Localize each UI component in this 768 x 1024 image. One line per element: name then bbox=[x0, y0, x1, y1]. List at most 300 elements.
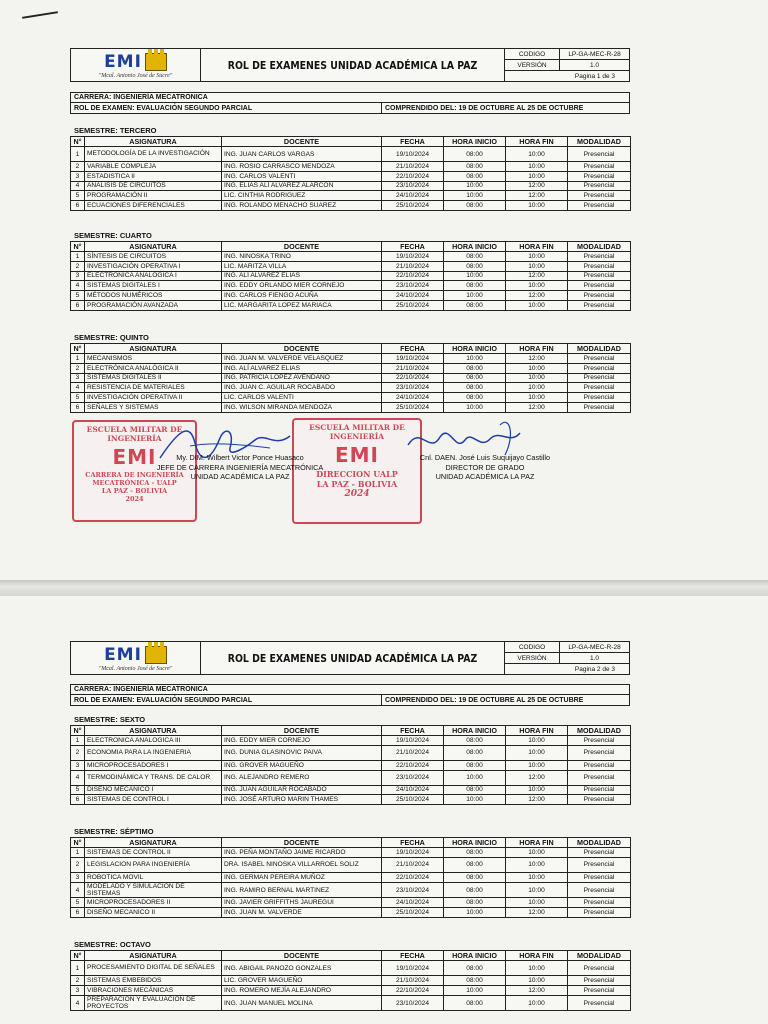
subject-cell: ESTADISTICA II bbox=[85, 171, 222, 181]
table-row bbox=[71, 300, 631, 310]
row-number: 6 bbox=[71, 908, 85, 918]
end-time-cell: 12:00 bbox=[506, 985, 568, 995]
column-header-n: N° bbox=[71, 726, 85, 736]
start-time-cell: 08:00 bbox=[444, 147, 506, 162]
modality-cell: Presencial bbox=[568, 770, 631, 785]
row-number: 5 bbox=[71, 393, 85, 403]
date-cell: 19/10/2024 bbox=[382, 736, 444, 746]
subject-cell: MICROPROCESADORES I bbox=[85, 760, 222, 770]
teacher-cell: ING. PATRICIA LOPEZ AVENDAÑO bbox=[222, 373, 382, 383]
row-number: 1 bbox=[71, 252, 85, 262]
modality-cell: Presencial bbox=[568, 261, 631, 271]
end-time-cell: 10:00 bbox=[506, 383, 568, 393]
subject-cell: INVESTIGACIÓN OPERATIVA II bbox=[85, 393, 222, 403]
code-label: CODIGO bbox=[505, 642, 560, 652]
modality-cell: Presencial bbox=[568, 181, 631, 191]
start-time-cell: 10:00 bbox=[444, 908, 506, 918]
end-time-cell: 10:00 bbox=[506, 857, 568, 872]
teacher-cell: ING. CARLOS FIENGO ACUÑA bbox=[222, 291, 382, 301]
end-time-cell: 10:00 bbox=[506, 300, 568, 310]
date-cell: 25/10/2024 bbox=[382, 908, 444, 918]
table-row bbox=[71, 354, 631, 364]
column-header-n: N° bbox=[71, 242, 85, 252]
teacher-cell: LIC. CARLOS VALENTI bbox=[222, 393, 382, 403]
date-cell: 25/10/2024 bbox=[382, 201, 444, 211]
modality-cell: Presencial bbox=[568, 785, 631, 795]
table-row bbox=[71, 373, 631, 383]
subject-cell: SÍNTESIS DE CIRCUITOS bbox=[85, 252, 222, 262]
modality-cell: Presencial bbox=[568, 872, 631, 882]
column-header-modalidad: MODALIDAD bbox=[568, 137, 631, 147]
logo-motto: "Mcal. Antonio José de Sucre" bbox=[98, 665, 173, 672]
start-time-cell: 08:00 bbox=[444, 976, 506, 986]
teacher-cell: ING. JUAN M. VALVERDE VELASQUEZ bbox=[222, 354, 382, 364]
table-row bbox=[71, 181, 631, 191]
column-header-modalidad: MODALIDAD bbox=[568, 344, 631, 354]
column-header-modalidad: MODALIDAD bbox=[568, 838, 631, 848]
row-number: 4 bbox=[71, 281, 85, 291]
modality-cell: Presencial bbox=[568, 363, 631, 373]
table-row bbox=[71, 402, 631, 412]
row-number: 4 bbox=[71, 770, 85, 785]
column-header-docente: DOCENTE bbox=[222, 137, 382, 147]
start-time-cell: 08:00 bbox=[444, 785, 506, 795]
date-cell: 23/10/2024 bbox=[382, 181, 444, 191]
table-header-row bbox=[71, 726, 631, 736]
stamp-title: ESCUELA MILITAR DE INGENIERÍA bbox=[86, 425, 183, 443]
end-time-cell: 10:00 bbox=[506, 736, 568, 746]
signer-director bbox=[385, 453, 585, 482]
stamp-line: LA PAZ - BOLIVIA bbox=[101, 487, 168, 495]
stamp-line: DIRECCION UALP bbox=[316, 469, 398, 479]
end-time-cell: 10:00 bbox=[506, 872, 568, 882]
teacher-cell: ING. JUAN MANUEL MOLINA bbox=[222, 995, 382, 1011]
start-time-cell: 08:00 bbox=[444, 171, 506, 181]
column-header-modalidad: MODALIDAD bbox=[568, 951, 631, 961]
table-header-row bbox=[71, 137, 631, 147]
end-time-cell: 12:00 bbox=[506, 908, 568, 918]
end-time-cell: 12:00 bbox=[506, 402, 568, 412]
code-label: CODIGO bbox=[505, 49, 560, 59]
teacher-cell: ING. ELIAS ALÍ ALVAREZ ALARCON bbox=[222, 181, 382, 191]
teacher-cell: ING. ROLANDO MENACHO SUAREZ bbox=[222, 201, 382, 211]
exam-table bbox=[70, 950, 631, 1011]
semester-title: SEMESTRE: TERCERO bbox=[74, 126, 157, 135]
teacher-cell: ING. CARLOS VALENTI bbox=[222, 171, 382, 181]
column-header-hora-fin: HORA FIN bbox=[506, 242, 568, 252]
teacher-cell: ING. ROSIO CARRASCO MENDOZA bbox=[222, 162, 382, 172]
table-row bbox=[71, 898, 631, 908]
table-row bbox=[71, 848, 631, 858]
modality-cell: Presencial bbox=[568, 300, 631, 310]
modality-cell: Presencial bbox=[568, 354, 631, 364]
modality-cell: Presencial bbox=[568, 291, 631, 301]
column-header-fecha: FECHA bbox=[382, 838, 444, 848]
table-header-row bbox=[71, 242, 631, 252]
teacher-cell: ING. EDDY ORLANDO MIER CORNEJO bbox=[222, 281, 382, 291]
table-row bbox=[71, 770, 631, 785]
table-row bbox=[71, 281, 631, 291]
teacher-cell: ING. ALÍ ALVAREZ ELIAS bbox=[222, 363, 382, 373]
row-number: 4 bbox=[71, 181, 85, 191]
date-cell: 25/10/2024 bbox=[382, 795, 444, 805]
subject-cell: ELECTRONICA ANALOGICA III bbox=[85, 736, 222, 746]
column-header-asignatura: ASIGNATURA bbox=[85, 242, 222, 252]
start-time-cell: 08:00 bbox=[444, 162, 506, 172]
exam-info bbox=[70, 92, 630, 114]
semester-tercero bbox=[70, 125, 630, 211]
signer-role: DIRECTOR DE GRADO bbox=[445, 462, 525, 472]
subject-cell: ECUACIONES DIFERENCIALES bbox=[85, 201, 222, 211]
document-meta bbox=[504, 642, 629, 674]
table-row bbox=[71, 976, 631, 986]
pen-mark bbox=[22, 11, 58, 19]
exam-table bbox=[70, 725, 631, 805]
teacher-cell: ING. NINOSKA TRINO bbox=[222, 252, 382, 262]
date-cell: 23/10/2024 bbox=[382, 770, 444, 785]
date-cell: 21/10/2024 bbox=[382, 261, 444, 271]
row-number: 6 bbox=[71, 300, 85, 310]
subject-cell: PROGRAMACIÓN II bbox=[85, 191, 222, 201]
date-cell: 22/10/2024 bbox=[382, 760, 444, 770]
semester-septimo bbox=[70, 826, 630, 918]
teacher-cell: ING. GERMAN PEREIRA MUÑOZ bbox=[222, 872, 382, 882]
semester-octavo bbox=[70, 939, 630, 1011]
start-time-cell: 10:00 bbox=[444, 402, 506, 412]
subject-cell: ROBOTICA MOVIL bbox=[85, 872, 222, 882]
modality-cell: Presencial bbox=[568, 402, 631, 412]
subject-cell: SISTEMAS DE CONTROL I bbox=[85, 795, 222, 805]
column-header-fecha: FECHA bbox=[382, 726, 444, 736]
signer-jefe-carrera bbox=[125, 453, 355, 482]
row-number: 3 bbox=[71, 171, 85, 181]
column-header-docente: DOCENTE bbox=[222, 344, 382, 354]
modality-cell: Presencial bbox=[568, 961, 631, 976]
column-header-docente: DOCENTE bbox=[222, 951, 382, 961]
start-time-cell: 10:00 bbox=[444, 191, 506, 201]
column-header-hora-fin: HORA FIN bbox=[506, 344, 568, 354]
code-value: LP-GA-MEC-R-28 bbox=[568, 50, 621, 58]
date-cell: 21/10/2024 bbox=[382, 857, 444, 872]
end-time-cell: 10:00 bbox=[506, 373, 568, 383]
exam-table bbox=[70, 241, 631, 311]
row-number: 3 bbox=[71, 271, 85, 281]
semester-title: SEMESTRE: SÉPTIMO bbox=[74, 827, 154, 836]
date-cell: 21/10/2024 bbox=[382, 162, 444, 172]
end-time-cell: 10:00 bbox=[506, 281, 568, 291]
version-label: VERSIÓN bbox=[505, 60, 560, 70]
subject-cell: MÉTODOS NUMÉRICOS bbox=[85, 291, 222, 301]
modality-cell: Presencial bbox=[568, 882, 631, 898]
start-time-cell: 10:00 bbox=[444, 770, 506, 785]
teacher-cell: ING. EDDY MIER CORNEJO bbox=[222, 736, 382, 746]
semester-title: SEMESTRE: QUINTO bbox=[74, 333, 149, 342]
end-time-cell: 10:00 bbox=[506, 976, 568, 986]
date-cell: 24/10/2024 bbox=[382, 191, 444, 201]
end-time-cell: 10:00 bbox=[506, 201, 568, 211]
table-row bbox=[71, 271, 631, 281]
column-header-hora-inicio: HORA INICIO bbox=[444, 726, 506, 736]
document-title: ROL DE EXAMENES UNIDAD ACADÉMICA LA PAZ bbox=[227, 58, 478, 72]
table-row bbox=[71, 760, 631, 770]
version-value: 1.0 bbox=[589, 654, 600, 662]
stamp-line: 2024 bbox=[125, 495, 144, 503]
end-time-cell: 10:00 bbox=[506, 363, 568, 373]
modality-cell: Presencial bbox=[568, 745, 631, 760]
end-time-cell: 12:00 bbox=[506, 181, 568, 191]
date-cell: 21/10/2024 bbox=[382, 745, 444, 760]
modality-cell: Presencial bbox=[568, 985, 631, 995]
row-number: 6 bbox=[71, 402, 85, 412]
column-header-docente: DOCENTE bbox=[222, 242, 382, 252]
table-row bbox=[71, 882, 631, 898]
start-time-cell: 08:00 bbox=[444, 760, 506, 770]
start-time-cell: 10:00 bbox=[444, 271, 506, 281]
table-row bbox=[71, 736, 631, 746]
column-header-modalidad: MODALIDAD bbox=[568, 726, 631, 736]
table-row bbox=[71, 908, 631, 918]
page-label: Pagina 2 de 3 bbox=[574, 665, 615, 673]
signer-role: JEFE DE CARRERA INGENIERÍA MECATRÓNICA bbox=[156, 462, 324, 472]
modality-cell: Presencial bbox=[568, 147, 631, 162]
logo-text: EMI bbox=[104, 644, 142, 665]
teacher-cell: ING. JAVIER GRIFFITHS JAUREGUI bbox=[222, 898, 382, 908]
column-header-n: N° bbox=[71, 137, 85, 147]
table-row bbox=[71, 147, 631, 162]
subject-cell: ANÁLISIS DE CIRCUITOS bbox=[85, 181, 222, 191]
subject-cell: DISEÑO MECANICO II bbox=[85, 908, 222, 918]
end-time-cell: 10:00 bbox=[506, 147, 568, 162]
subject-cell: SISTEMAS EMBEBIDOS bbox=[85, 976, 222, 986]
table-row bbox=[71, 795, 631, 805]
start-time-cell: 08:00 bbox=[444, 882, 506, 898]
subject-cell: METODOLOGÍA DE LA INVESTIGACIÓN bbox=[85, 147, 222, 162]
teacher-cell: ING. JUAN M. VALVERDE bbox=[222, 908, 382, 918]
code-value: LP-GA-MEC-R-28 bbox=[568, 643, 621, 651]
end-time-cell: 10:00 bbox=[506, 898, 568, 908]
start-time-cell: 08:00 bbox=[444, 736, 506, 746]
stamp-line: LA PAZ - BOLIVIA bbox=[316, 479, 398, 489]
date-cell: 24/10/2024 bbox=[382, 898, 444, 908]
end-time-cell: 12:00 bbox=[506, 795, 568, 805]
date-cell: 23/10/2024 bbox=[382, 281, 444, 291]
table-row bbox=[71, 785, 631, 795]
version-value: 1.0 bbox=[589, 61, 600, 69]
table-row bbox=[71, 291, 631, 301]
column-header-asignatura: ASIGNATURA bbox=[85, 838, 222, 848]
subject-cell: VARIABLE COMPLEJA bbox=[85, 162, 222, 172]
column-header-hora-fin: HORA FIN bbox=[506, 951, 568, 961]
row-number: 2 bbox=[71, 857, 85, 872]
date-cell: 25/10/2024 bbox=[382, 402, 444, 412]
table-row bbox=[71, 201, 631, 211]
teacher-cell: ING. ALÍ ALVAREZ ELIAS bbox=[222, 271, 382, 281]
end-time-cell: 10:00 bbox=[506, 848, 568, 858]
start-time-cell: 10:00 bbox=[444, 291, 506, 301]
exam-table bbox=[70, 343, 631, 413]
column-header-fecha: FECHA bbox=[382, 344, 444, 354]
row-number: 3 bbox=[71, 985, 85, 995]
row-number: 1 bbox=[71, 147, 85, 162]
teacher-cell: ING. GROVER MAGUEÑO bbox=[222, 760, 382, 770]
teacher-cell: ING. WILSON MIRANDA MENDOZA bbox=[222, 402, 382, 412]
modality-cell: Presencial bbox=[568, 162, 631, 172]
subject-cell: MECANISMOS bbox=[85, 354, 222, 364]
start-time-cell: 08:00 bbox=[444, 961, 506, 976]
rol-label: ROL DE EXAMEN: EVALUACIÓN SEGUNDO PARCIAL bbox=[71, 695, 382, 705]
column-header-asignatura: ASIGNATURA bbox=[85, 951, 222, 961]
table-row bbox=[71, 261, 631, 271]
teacher-cell: LIC. CINTHIA RODRIGUEZ bbox=[222, 191, 382, 201]
column-header-n: N° bbox=[71, 951, 85, 961]
row-number: 4 bbox=[71, 995, 85, 1011]
start-time-cell: 08:00 bbox=[444, 373, 506, 383]
subject-cell: MICROPROCESADORES II bbox=[85, 898, 222, 908]
table-row bbox=[71, 995, 631, 1011]
column-header-hora-fin: HORA FIN bbox=[506, 726, 568, 736]
teacher-cell: DRA. ISABEL NINOSKA VILLARROEL SOLIZ bbox=[222, 857, 382, 872]
emi-logo bbox=[71, 49, 201, 81]
date-cell: 22/10/2024 bbox=[382, 373, 444, 383]
subject-cell: PREPARACIÓN Y EVALUACION DE PROYECTOS bbox=[85, 995, 222, 1011]
date-cell: 22/10/2024 bbox=[382, 171, 444, 181]
signer-unit: UNIDAD ACADÉMICA LA PAZ bbox=[435, 472, 535, 481]
date-cell: 23/10/2024 bbox=[382, 995, 444, 1011]
row-number: 4 bbox=[71, 882, 85, 898]
date-cell: 22/10/2024 bbox=[382, 985, 444, 995]
semester-cuarto bbox=[70, 230, 630, 311]
subject-cell: VIBRACIONES MECÁNICAS bbox=[85, 985, 222, 995]
logo-text: EMI bbox=[104, 51, 142, 72]
start-time-cell: 08:00 bbox=[444, 872, 506, 882]
row-number: 2 bbox=[71, 976, 85, 986]
stamp-emi: EMI bbox=[334, 443, 379, 467]
end-time-cell: 10:00 bbox=[506, 785, 568, 795]
end-time-cell: 10:00 bbox=[506, 961, 568, 976]
logo-motto: "Mcal. Antonio José de Sucre" bbox=[98, 72, 173, 79]
row-number: 4 bbox=[71, 383, 85, 393]
table-row bbox=[71, 857, 631, 872]
modality-cell: Presencial bbox=[568, 976, 631, 986]
date-cell: 21/10/2024 bbox=[382, 363, 444, 373]
start-time-cell: 08:00 bbox=[444, 201, 506, 211]
date-cell: 22/10/2024 bbox=[382, 872, 444, 882]
date-cell: 24/10/2024 bbox=[382, 393, 444, 403]
end-time-cell: 12:00 bbox=[506, 291, 568, 301]
semester-title: SEMESTRE: CUARTO bbox=[74, 231, 152, 240]
stamp-emi: EMI bbox=[112, 445, 157, 469]
row-number: 2 bbox=[71, 745, 85, 760]
subject-cell: ELECTRÓNICA ANALÓGICA II bbox=[85, 363, 222, 373]
exam-table bbox=[70, 136, 631, 211]
modality-cell: Presencial bbox=[568, 252, 631, 262]
end-time-cell: 10:00 bbox=[506, 162, 568, 172]
stamp-title: ESCUELA MILITAR DE INGENIERÍA bbox=[309, 423, 405, 441]
row-number: 3 bbox=[71, 373, 85, 383]
column-header-docente: DOCENTE bbox=[222, 726, 382, 736]
column-header-n: N° bbox=[71, 344, 85, 354]
column-header-hora-inicio: HORA INICIO bbox=[444, 242, 506, 252]
table-header-row bbox=[71, 838, 631, 848]
row-number: 2 bbox=[71, 162, 85, 172]
modality-cell: Presencial bbox=[568, 201, 631, 211]
modality-cell: Presencial bbox=[568, 281, 631, 291]
date-cell: 25/10/2024 bbox=[382, 300, 444, 310]
start-time-cell: 08:00 bbox=[444, 261, 506, 271]
start-time-cell: 08:00 bbox=[444, 848, 506, 858]
modality-cell: Presencial bbox=[568, 995, 631, 1011]
exam-table bbox=[70, 837, 631, 918]
date-range-label: COMPRENDIDO DEL: 19 DE OCTUBRE AL 25 DE OCTUBRE bbox=[385, 696, 584, 704]
table-row bbox=[71, 961, 631, 976]
date-cell: 19/10/2024 bbox=[382, 848, 444, 858]
table-header-row bbox=[71, 344, 631, 354]
row-number: 3 bbox=[71, 872, 85, 882]
teacher-cell: ING. JUAN CARLOS VARGAS bbox=[222, 147, 382, 162]
row-number: 5 bbox=[71, 785, 85, 795]
teacher-cell: ING. JOSÉ ARTURO MARIN THAMES bbox=[222, 795, 382, 805]
start-time-cell: 08:00 bbox=[444, 252, 506, 262]
teacher-cell: ING. ROMERO MEJÍA ALEJANDRO bbox=[222, 985, 382, 995]
date-cell: 19/10/2024 bbox=[382, 147, 444, 162]
signer-name: My. DIM. Wilbert Victor Ponce Huasaco bbox=[176, 453, 304, 462]
teacher-cell: ING. RAMIRO BERNAL MARTINEZ bbox=[222, 882, 382, 898]
teacher-cell: ING. ABIGAIL PANOZO GONZALES bbox=[222, 961, 382, 976]
date-cell: 19/10/2024 bbox=[382, 252, 444, 262]
date-cell: 21/10/2024 bbox=[382, 976, 444, 986]
subject-cell: MODELADO Y SIMULACION DE SISTEMAS bbox=[85, 882, 222, 898]
end-time-cell: 10:00 bbox=[506, 882, 568, 898]
subject-cell: SISTEMAS DE CONTROL II bbox=[85, 848, 222, 858]
castle-icon bbox=[145, 646, 167, 664]
table-row bbox=[71, 171, 631, 181]
signer-unit: UNIDAD ACADÉMICA LA PAZ bbox=[190, 472, 290, 481]
exam-info bbox=[70, 684, 630, 706]
modality-cell: Presencial bbox=[568, 795, 631, 805]
row-number: 5 bbox=[71, 191, 85, 201]
version-label: VERSIÓN bbox=[505, 653, 560, 663]
table-row bbox=[71, 191, 631, 201]
start-time-cell: 08:00 bbox=[444, 393, 506, 403]
column-header-hora-fin: HORA FIN bbox=[506, 838, 568, 848]
document-page-2 bbox=[0, 596, 768, 1024]
start-time-cell: 08:00 bbox=[444, 898, 506, 908]
column-header-hora-inicio: HORA INICIO bbox=[444, 137, 506, 147]
table-header-row bbox=[71, 951, 631, 961]
stamp-line: MECATRÓNICA - UALP bbox=[92, 479, 177, 487]
subject-cell: DISEÑO MECANICO I bbox=[85, 785, 222, 795]
subject-cell: SISTEMAS DIGITALES II bbox=[85, 373, 222, 383]
modality-cell: Presencial bbox=[568, 898, 631, 908]
subject-cell: INVESTIGACIÓN OPERATIVA I bbox=[85, 261, 222, 271]
start-time-cell: 08:00 bbox=[444, 300, 506, 310]
end-time-cell: 12:00 bbox=[506, 770, 568, 785]
semester-sexto bbox=[70, 714, 630, 805]
column-header-asignatura: ASIGNATURA bbox=[85, 137, 222, 147]
end-time-cell: 10:00 bbox=[506, 745, 568, 760]
teacher-cell: LIC. MARITZA VILLA bbox=[222, 261, 382, 271]
start-time-cell: 08:00 bbox=[444, 995, 506, 1011]
page-label: Pagina 1 de 3 bbox=[574, 72, 615, 80]
column-header-hora-inicio: HORA INICIO bbox=[444, 951, 506, 961]
page-gap bbox=[0, 580, 768, 596]
modality-cell: Presencial bbox=[568, 383, 631, 393]
date-cell: 24/10/2024 bbox=[382, 291, 444, 301]
teacher-cell: ING. ALEJANDRO REMERO bbox=[222, 770, 382, 785]
modality-cell: Presencial bbox=[568, 760, 631, 770]
row-number: 1 bbox=[71, 848, 85, 858]
rol-label: ROL DE EXAMEN: EVALUACIÓN SEGUNDO PARCIAL bbox=[71, 103, 382, 113]
